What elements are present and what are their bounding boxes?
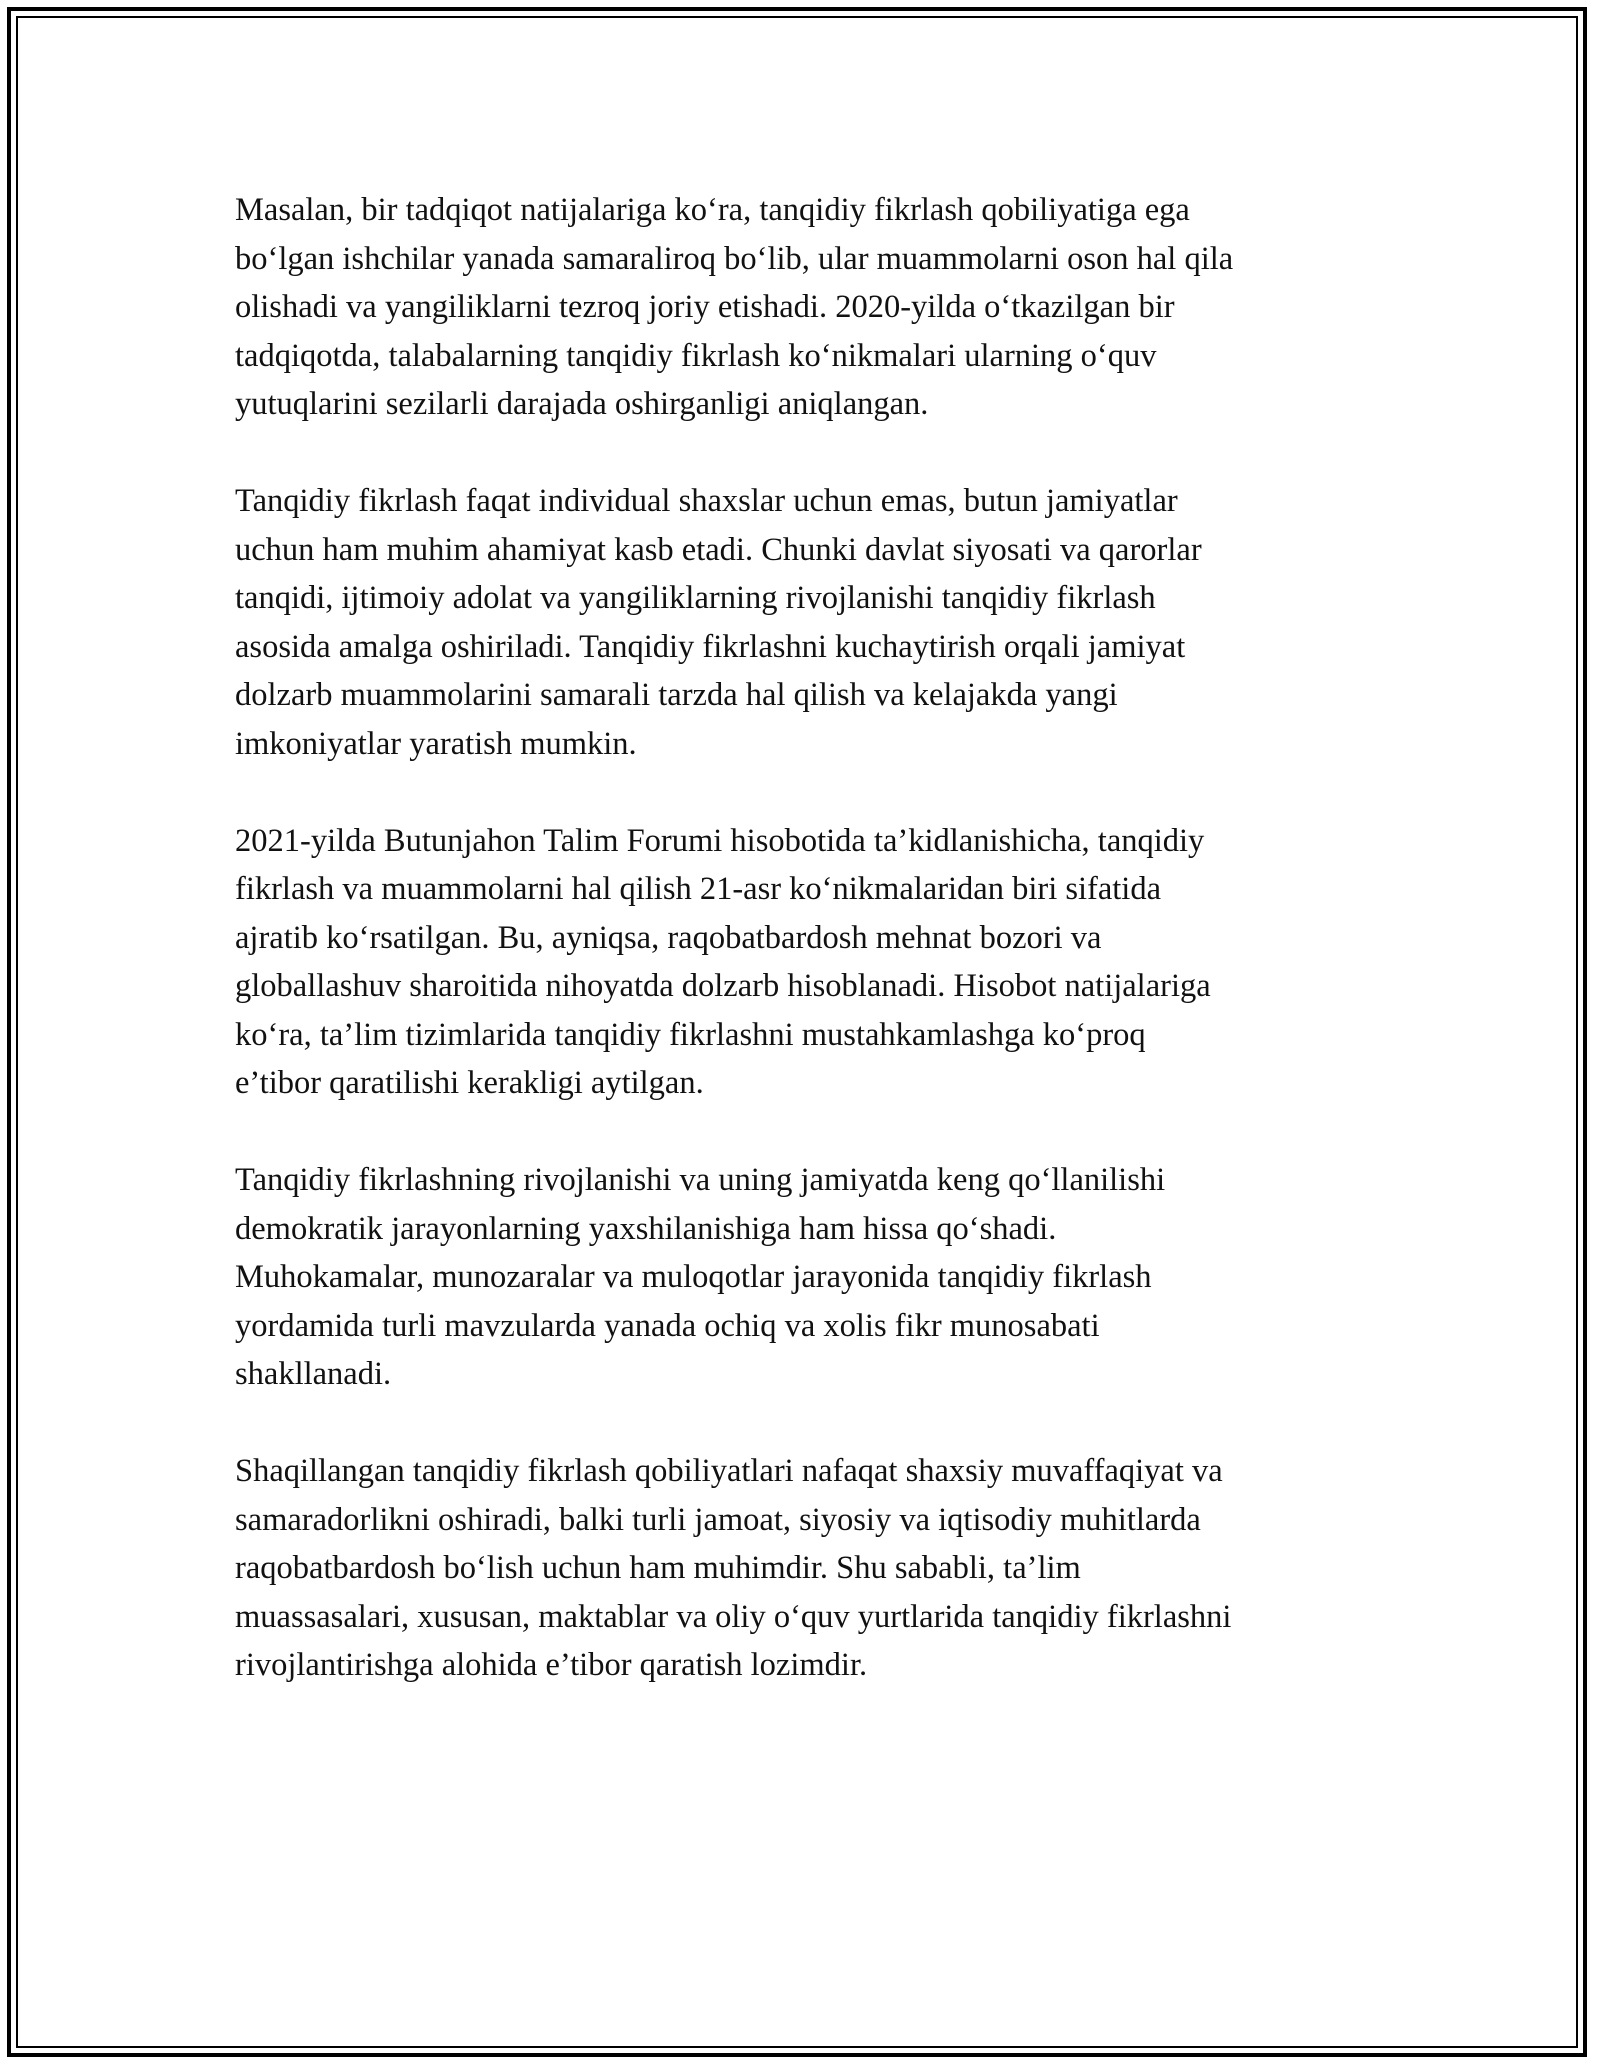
paragraph-democratic-processes: Tanqidiy fikrlashning rivojlanishi va uning jamiyatda keng qo‘llanilishi demokratik jarayonlarning yaxshilanishiga ham hissa qo‘shadi. Muhokamalar, munozaralar va muloqotlar jarayonida tanqidiy fikrlash yordamida turli mavzularda yanada ochiq va xolis fikr munosabati shakllanadi. — [235, 1162, 1166, 1392]
paragraph-society-importance: Tanqidiy fikrlash faqat individual shaxslar uchun emas, butun jamiyatlar uchun ham muhim ahamiyat kasb etadi. Chunki davlat siyosati va qarorlar tanqidi, ijtimoiy adolat va yangiliklarning rivojlanishi tanqidiy fikrlash asosida amalga oshiriladi. Tanqidiy fikrlashni kuchaytirish orqali jamiyat dolzarb muammolarini samarali tarzda hal qilish va kelajakda yangi imkoniyatlar yaratish mumkin. — [235, 483, 1202, 762]
document-body — [235, 186, 1385, 1738]
paragraph-world-forum-report: 2021-yilda Butunjahon Talim Forumi hisobotida ta’kidlanishicha, tanqidiy fikrlash va muammolarni hal qilish 21-asr ko‘nikmalaridan biri sifatida ajratib ko‘rsatilgan. Bu, ayniqsa, raqobatbardosh mehnat bozori va globallashuv sharoitida nihoyatda dolzarb hisoblanadi. Hisobot natijalariga ko‘ra, ta’lim tizimlarida tanqidiy fikrlashni mustahkamlashga ko‘proq e’tibor qaratilishi kerakligi aytilgan. — [235, 822, 1211, 1101]
paragraph-research-results: Masalan, bir tadqiqot natijalariga ko‘ra, tanqidiy fikrlash qobiliyatiga ega bo‘lgan ishchilar yanada samaraliroq bo‘lib, ular muammolarni oson hal qila olishadi va yangiliklarni tezroq joriy etishadi. 2020-yilda o‘tkazilgan bir tadqiqotda, talabalarning tanqidiy fikrlash ko‘nikmalari ularning o‘quv yutuqlarini sezilarli darajada oshirganligi aniqlangan. — [235, 192, 1234, 422]
paragraph-conclusion: Shaqillangan tanqidiy fikrlash qobiliyatlari nafaqat shaxsiy muvaffaqiyat va samaradorlikni oshiradi, balki turli jamoat, siyosiy va iqtisodiy muhitlarda raqobatbardosh bo‘lish uchun ham muhimdir. Shu sababli, ta’lim muassasalari, xususan, maktablar va oliy o‘quv yurtlarida tanqidiy fikrlashni rivojlantirishga alohida e’tibor qaratish lozimdir. — [235, 1453, 1232, 1683]
